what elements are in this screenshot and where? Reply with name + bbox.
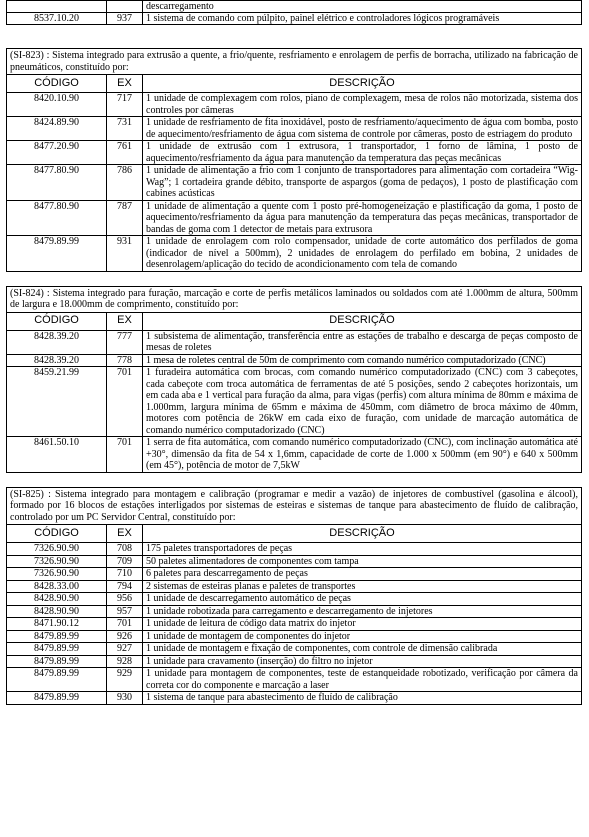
ex-cell: 928 bbox=[107, 655, 143, 668]
description-cell: 1 unidade de extrusão com 1 extrusora, 1 transportador, 1 forno de lâmina, 1 posto de aquecimento/resfriamento da água para manutenção da temperatura das peças mecânicas bbox=[143, 141, 582, 165]
code-cell: 8479.89.99 bbox=[7, 630, 107, 643]
description-cell: 175 paletes transportadores de peças bbox=[143, 543, 582, 556]
description-cell: 1 sistema de tanque para abastecimento de fluído de calibração bbox=[143, 692, 582, 705]
description-cell: 1 unidade para cravamento (inserção) do filtro no injetor bbox=[143, 655, 582, 668]
ex-cell: 930 bbox=[107, 692, 143, 705]
table-row bbox=[7, 630, 582, 643]
column-header-row bbox=[7, 312, 582, 330]
column-header-ex: EX bbox=[107, 75, 143, 93]
description-cell: 1 unidade de montagem e fixação de componentes, com controle de dimensão calibrada bbox=[143, 643, 582, 656]
ex-cell: 931 bbox=[107, 236, 143, 272]
column-header-row bbox=[7, 525, 582, 543]
section-block bbox=[6, 286, 582, 473]
ex-cell: 710 bbox=[107, 568, 143, 581]
description-cell: 1 subsistema de alimentação, transferência entre as estações de trabalho e descarga de peças composto de mesas de roletes bbox=[143, 330, 582, 354]
description-cell: 1 serra de fita automática, com comando numérico computadorizado (CNC), com inclinação automática até +30°, dimensão da fita de 54 x 1,6mm, capacidade de corte de 1.000 x 500mm (em 90°) e 640 x 500mm (em 45°), potência de motor de 7,5kW bbox=[143, 437, 582, 473]
description-cell: 1 unidade de leitura de código data matrix do injetor bbox=[143, 618, 582, 631]
description-cell: 1 mesa de roletes central de 50m de comprimento com comando numérico computadorizado (CNC) bbox=[143, 354, 582, 367]
ex-cell: 701 bbox=[107, 437, 143, 473]
code-cell: 8471.90.12 bbox=[7, 618, 107, 631]
ex-cell: 794 bbox=[107, 580, 143, 593]
description-cell: 1 unidade de resfriamento de fita inoxidável, posto de resfriamento/aquecimento de água com bomba, posto de aquecimento/resfriamento de água com sistema de controle por câmeras, posto de estriagem do produto bbox=[143, 117, 582, 141]
table-row bbox=[7, 330, 582, 354]
table-row bbox=[7, 1, 582, 13]
table-row bbox=[7, 13, 582, 25]
table-row bbox=[7, 354, 582, 367]
code-cell: 8477.80.90 bbox=[7, 200, 107, 236]
section-header-row bbox=[7, 49, 582, 75]
ex-cell: 709 bbox=[107, 555, 143, 568]
table-row bbox=[7, 580, 582, 593]
ex-cell: 761 bbox=[107, 141, 143, 165]
table-row bbox=[7, 93, 582, 117]
description-cell: 1 sistema de comando com púlpito, painel elétrico e controladores lógicos programáveis bbox=[143, 13, 582, 25]
column-header-code: CÓDIGO bbox=[7, 525, 107, 543]
section-table bbox=[6, 286, 582, 473]
code-cell: 8479.89.99 bbox=[7, 655, 107, 668]
code-cell: 7326.90.90 bbox=[7, 568, 107, 581]
code-cell: 8479.89.99 bbox=[7, 236, 107, 272]
code-cell bbox=[7, 1, 107, 13]
column-header-description: DESCRIÇÃO bbox=[143, 75, 582, 93]
ex-cell: 731 bbox=[107, 117, 143, 141]
description-cell: 1 unidade de descarregamento automático de peças bbox=[143, 593, 582, 606]
table-row bbox=[7, 605, 582, 618]
table-row bbox=[7, 692, 582, 705]
description-cell: 2 sistemas de esteiras planas e paletes de transportes bbox=[143, 580, 582, 593]
code-cell: 8428.90.90 bbox=[7, 593, 107, 606]
ex-cell: 786 bbox=[107, 165, 143, 201]
description-cell: 1 unidade de complexagem com rolos, piano de complexagem, mesa de rolos não motorizada, sistema dos controles por câmeras bbox=[143, 93, 582, 117]
code-cell: 8479.89.99 bbox=[7, 692, 107, 705]
sections-container bbox=[6, 48, 582, 705]
section-header-row bbox=[7, 487, 582, 525]
table-row bbox=[7, 543, 582, 556]
code-cell: 7326.90.90 bbox=[7, 543, 107, 556]
table-row bbox=[7, 668, 582, 692]
code-cell: 8479.89.99 bbox=[7, 668, 107, 692]
ex-cell: 787 bbox=[107, 200, 143, 236]
code-cell: 8479.89.99 bbox=[7, 643, 107, 656]
code-cell: 8461.50.10 bbox=[7, 437, 107, 473]
table-row bbox=[7, 141, 582, 165]
section-block bbox=[6, 487, 582, 705]
section-table bbox=[6, 48, 582, 272]
description-cell: 6 paletes para descarregamento de peças bbox=[143, 568, 582, 581]
section-header: (SI-825) : Sistema integrado para montagem e calibração (programar e medir a vazão) de injetores de combustível (gasolina e álcool), formado por 16 blocos de estações interligados por sistemas de esteiras e sistemas de tanque para abastecimento de fluído de calibração, controlado por um PC Servidor Central, constituído por: bbox=[7, 487, 582, 525]
code-cell: 8424.89.90 bbox=[7, 117, 107, 141]
table-row bbox=[7, 367, 582, 437]
column-header-code: CÓDIGO bbox=[7, 312, 107, 330]
ex-cell: 708 bbox=[107, 543, 143, 556]
column-header-code: CÓDIGO bbox=[7, 75, 107, 93]
code-cell: 8477.20.90 bbox=[7, 141, 107, 165]
section-header-row bbox=[7, 286, 582, 312]
code-cell: 8420.10.90 bbox=[7, 93, 107, 117]
ex-cell: 777 bbox=[107, 330, 143, 354]
ex-cell: 778 bbox=[107, 354, 143, 367]
code-cell: 8428.90.90 bbox=[7, 605, 107, 618]
description-cell: 1 unidade de alimentação a frio com 1 conjunto de transportadores para alimentação com cortadeira “Wig-Wag”; 1 cortadeira grande débito, transporte de aspargos (goma de pedaços), 1 posto de plastificação com cabines acústicas bbox=[143, 165, 582, 201]
table-row bbox=[7, 655, 582, 668]
column-header-description: DESCRIÇÃO bbox=[143, 525, 582, 543]
column-header-description: DESCRIÇÃO bbox=[143, 312, 582, 330]
description-cell: 1 unidade robotizada para carregamento e descarregamento de injetores bbox=[143, 605, 582, 618]
description-cell: 1 unidade de alimentação a quente com 1 posto pré-homogeneização e plastificação da goma, 1 posto de aquecimento/resfriamento da água para manutenção da temperatura das peças mecânicas, transportador de bandas de goma com 1 detector de metais para extrusora bbox=[143, 200, 582, 236]
table-row bbox=[7, 165, 582, 201]
table-row bbox=[7, 236, 582, 272]
code-cell: 8428.39.20 bbox=[7, 354, 107, 367]
description-cell: 1 unidade de enrolagem com rolo compensador, unidade de corte automático dos perfilados de goma (indicador de nível a 500mm), 2 unidades de enrolagem do perfilado em bobina, 2 unidades de desenrolagem/aplicação do tecido de acondicionamento com tela de comando bbox=[143, 236, 582, 272]
top-continuation-table-wrap bbox=[6, 0, 582, 25]
ex-cell: 937 bbox=[107, 13, 143, 25]
table-row bbox=[7, 200, 582, 236]
description-cell: descarregamento bbox=[143, 1, 582, 13]
ex-cell: 929 bbox=[107, 668, 143, 692]
table-row bbox=[7, 437, 582, 473]
code-cell: 8477.80.90 bbox=[7, 165, 107, 201]
ex-cell: 957 bbox=[107, 605, 143, 618]
code-cell: 7326.90.90 bbox=[7, 555, 107, 568]
ex-cell: 956 bbox=[107, 593, 143, 606]
column-header-ex: EX bbox=[107, 312, 143, 330]
ex-cell: 927 bbox=[107, 643, 143, 656]
table-row bbox=[7, 568, 582, 581]
table-row bbox=[7, 117, 582, 141]
section-block bbox=[6, 48, 582, 272]
table-row bbox=[7, 643, 582, 656]
description-cell: 50 paletes alimentadores de componentes com tampa bbox=[143, 555, 582, 568]
section-header: (SI-824) : Sistema integrado para furação, marcação e corte de perfis metálicos laminados ou soldados com até 1.000mm de altura, 500mm de largura e 18.000mm de comprimento, constituído por: bbox=[7, 286, 582, 312]
code-cell: 8428.39.20 bbox=[7, 330, 107, 354]
section-header: (SI-823) : Sistema integrado para extrusão a quente, a frio/quente, resfriamento e enrolagem de perfis de borracha, utilizado na fabricação de pneumáticos, constituído por: bbox=[7, 49, 582, 75]
code-cell: 8537.10.20 bbox=[7, 13, 107, 25]
code-cell: 8459.21.99 bbox=[7, 367, 107, 437]
description-cell: 1 unidade para montagem de componentes, teste de estanqueidade robotizado, verificação por câmera da correta cor do componente e marcação a laser bbox=[143, 668, 582, 692]
section-table bbox=[6, 487, 582, 705]
table-row bbox=[7, 618, 582, 631]
ex-cell: 717 bbox=[107, 93, 143, 117]
document-page bbox=[6, 0, 582, 705]
ex-cell bbox=[107, 1, 143, 13]
table-row bbox=[7, 593, 582, 606]
ex-cell: 926 bbox=[107, 630, 143, 643]
top-continuation-table bbox=[6, 0, 582, 25]
ex-cell: 701 bbox=[107, 367, 143, 437]
ex-cell: 701 bbox=[107, 618, 143, 631]
description-cell: 1 unidade de montagem de componentes do injetor bbox=[143, 630, 582, 643]
top-table-body bbox=[7, 1, 582, 25]
column-header-row bbox=[7, 75, 582, 93]
table-row bbox=[7, 555, 582, 568]
column-header-ex: EX bbox=[107, 525, 143, 543]
description-cell: 1 furadeira automática com brocas, com comando numérico computadorizado (CNC) com 3 cabeçotes, cada cabeçote com troca automática de ferramentas de até 5 posições, sendo 2 cabeçotes horizontais, um em cada aba e 1 vertical para furação da alma, para vigas (perfis) com altura mínima de 80mm e máxima de 1.000mm, largura mínima de 65mm e máxima de 450mm, com diâmetro de broca máximo de 40mm, motores com potência de 26kW em cada eixo de furação, com unidade de marcação automática de comando numérico computadorizado (CNC) bbox=[143, 367, 582, 437]
code-cell: 8428.33.00 bbox=[7, 580, 107, 593]
